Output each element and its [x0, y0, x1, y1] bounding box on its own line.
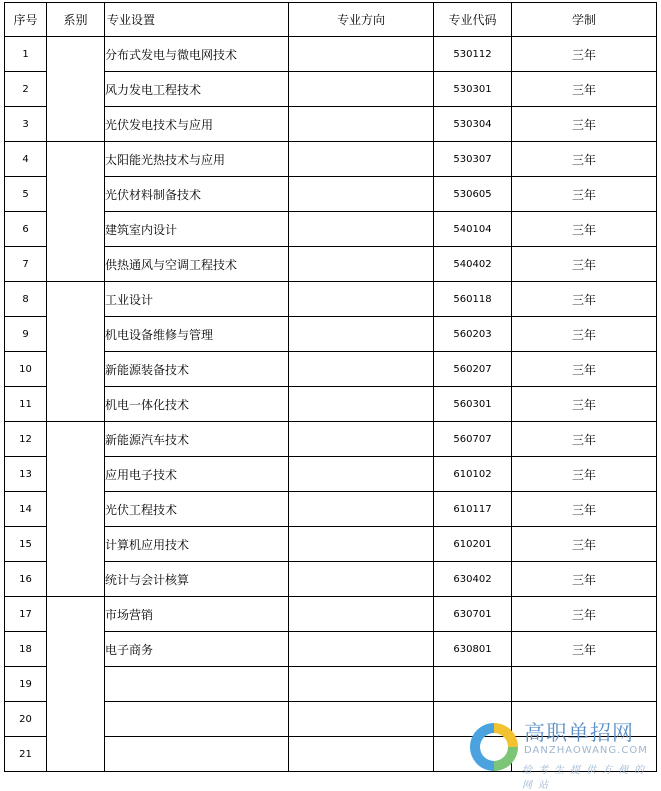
- row-duration: 三年: [512, 492, 657, 527]
- table-row: [5, 37, 657, 72]
- row-major-name: 统计与会计核算: [105, 562, 289, 597]
- row-direction: [289, 72, 434, 107]
- row-duration: 三年: [512, 37, 657, 72]
- row-code: 560707: [434, 422, 512, 457]
- table-row: [5, 282, 657, 317]
- watermark-domain: DANZHAOWANG.COM: [524, 745, 648, 756]
- row-code: 630402: [434, 562, 512, 597]
- site-watermark: [462, 713, 660, 791]
- row-major-name: 机电设备维修与管理: [105, 317, 289, 352]
- row-duration: 三年: [512, 212, 657, 247]
- row-seq: 3: [5, 107, 47, 142]
- row-duration: 三年: [512, 457, 657, 492]
- row-direction: [289, 492, 434, 527]
- row-duration: [512, 667, 657, 702]
- row-duration: 三年: [512, 422, 657, 457]
- row-direction: [289, 422, 434, 457]
- row-direction: [289, 37, 434, 72]
- row-major-name: 光伏材料制备技术: [105, 177, 289, 212]
- row-seq: 6: [5, 212, 47, 247]
- majors-table: [4, 2, 657, 772]
- row-duration: 三年: [512, 527, 657, 562]
- row-seq: 8: [5, 282, 47, 317]
- row-major-name: [105, 702, 289, 737]
- row-code: 530112: [434, 37, 512, 72]
- row-major-name: 太阳能光热技术与应用: [105, 142, 289, 177]
- row-seq: 13: [5, 457, 47, 492]
- watermark-slogan: 给考生提供方便的网站: [522, 765, 650, 791]
- row-code: 560207: [434, 352, 512, 387]
- row-major-name: 建筑室内设计: [105, 212, 289, 247]
- row-direction: [289, 702, 434, 737]
- dept-cell: [47, 142, 105, 282]
- header-direction: 专业方向: [289, 3, 434, 37]
- row-seq: 1: [5, 37, 47, 72]
- row-seq: 9: [5, 317, 47, 352]
- row-direction: [289, 737, 434, 772]
- logo-icon: [464, 717, 524, 777]
- row-seq: 7: [5, 247, 47, 282]
- row-code: 530304: [434, 107, 512, 142]
- row-direction: [289, 317, 434, 352]
- header-row: [5, 3, 657, 37]
- row-direction: [289, 142, 434, 177]
- row-code: 530307: [434, 142, 512, 177]
- row-major-name: 电子商务: [105, 632, 289, 667]
- row-direction: [289, 247, 434, 282]
- dept-cell: [47, 37, 105, 142]
- row-major-name: 光伏发电技术与应用: [105, 107, 289, 142]
- row-seq: 17: [5, 597, 47, 632]
- row-seq: 12: [5, 422, 47, 457]
- row-seq: 5: [5, 177, 47, 212]
- row-direction: [289, 562, 434, 597]
- table-body: [5, 37, 657, 772]
- row-code: 540402: [434, 247, 512, 282]
- row-major-name: 光伏工程技术: [105, 492, 289, 527]
- row-direction: [289, 632, 434, 667]
- header-dept: 系别: [47, 3, 105, 37]
- dept-cell: [47, 282, 105, 422]
- row-major-name: 供热通风与空调工程技术: [105, 247, 289, 282]
- row-direction: [289, 282, 434, 317]
- row-duration: 三年: [512, 597, 657, 632]
- row-code: 610102: [434, 457, 512, 492]
- row-major-name: 工业设计: [105, 282, 289, 317]
- header-major: 专业设置: [105, 3, 289, 37]
- row-duration: 三年: [512, 282, 657, 317]
- row-major-name: [105, 667, 289, 702]
- watermark-title: 高职单招网: [524, 721, 634, 745]
- row-seq: 18: [5, 632, 47, 667]
- row-seq: 16: [5, 562, 47, 597]
- row-seq: 4: [5, 142, 47, 177]
- row-code: 610201: [434, 527, 512, 562]
- row-major-name: 分布式发电与微电网技术: [105, 37, 289, 72]
- row-direction: [289, 177, 434, 212]
- row-major-name: 风力发电工程技术: [105, 72, 289, 107]
- row-seq: 15: [5, 527, 47, 562]
- row-code: 630801: [434, 632, 512, 667]
- row-duration: 三年: [512, 72, 657, 107]
- row-duration: 三年: [512, 352, 657, 387]
- row-major-name: 应用电子技术: [105, 457, 289, 492]
- row-seq: 19: [5, 667, 47, 702]
- row-duration: 三年: [512, 632, 657, 667]
- row-major-name: [105, 737, 289, 772]
- row-major-name: 新能源装备技术: [105, 352, 289, 387]
- row-major-name: 计算机应用技术: [105, 527, 289, 562]
- table-row: [5, 597, 657, 632]
- row-code: 530301: [434, 72, 512, 107]
- row-code: 540104: [434, 212, 512, 247]
- row-seq: 11: [5, 387, 47, 422]
- header-duration: 学制: [512, 3, 657, 37]
- row-direction: [289, 667, 434, 702]
- row-seq: 2: [5, 72, 47, 107]
- row-direction: [289, 212, 434, 247]
- header-code: 专业代码: [434, 3, 512, 37]
- row-code: 610117: [434, 492, 512, 527]
- row-code: 530605: [434, 177, 512, 212]
- row-duration: 三年: [512, 247, 657, 282]
- row-direction: [289, 457, 434, 492]
- header-seq: 序号: [5, 3, 47, 37]
- row-major-name: 机电一体化技术: [105, 387, 289, 422]
- row-major-name: 新能源汽车技术: [105, 422, 289, 457]
- dept-cell: [47, 597, 105, 772]
- row-code: 560301: [434, 387, 512, 422]
- row-direction: [289, 387, 434, 422]
- row-direction: [289, 107, 434, 142]
- row-duration: 三年: [512, 317, 657, 352]
- row-duration: 三年: [512, 177, 657, 212]
- table-row: [5, 422, 657, 457]
- row-code: 560118: [434, 282, 512, 317]
- row-major-name: 市场营销: [105, 597, 289, 632]
- row-seq: 20: [5, 702, 47, 737]
- table-row: [5, 142, 657, 177]
- row-seq: 14: [5, 492, 47, 527]
- row-code: [434, 667, 512, 702]
- row-duration: 三年: [512, 107, 657, 142]
- dept-cell: [47, 422, 105, 597]
- row-duration: 三年: [512, 142, 657, 177]
- row-direction: [289, 352, 434, 387]
- row-seq: 10: [5, 352, 47, 387]
- row-duration: 三年: [512, 562, 657, 597]
- row-seq: 21: [5, 737, 47, 772]
- row-direction: [289, 597, 434, 632]
- row-code: 630701: [434, 597, 512, 632]
- row-duration: 三年: [512, 387, 657, 422]
- row-code: 560203: [434, 317, 512, 352]
- row-direction: [289, 527, 434, 562]
